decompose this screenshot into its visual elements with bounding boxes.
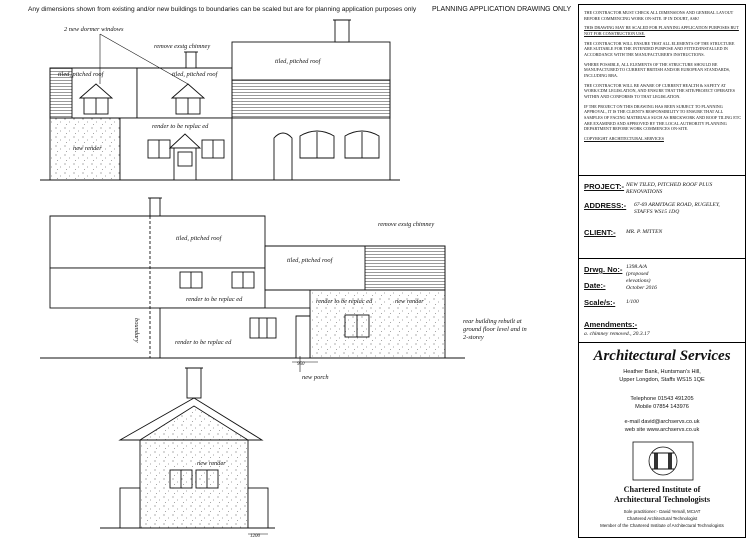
company-address-line: Heather Bank, Huntsman's Hill, <box>623 369 701 375</box>
annotation-remove-chimney: remove exstg chimney <box>154 43 211 50</box>
note: THE CONTRACTOR MUST CHECK ALL DIMENSIONS AND GENERAL LAYOUT BEFORE COMMENCING WORK ON-SITE. IF IN DOUBT, ASK! <box>584 10 734 21</box>
dimension-label: 950 <box>297 362 305 367</box>
membership-text: Member of the Chartered Institute of Architectural Technologists <box>600 523 724 528</box>
institute-name: Chartered Institute of <box>623 485 701 494</box>
disclaimer-text: Any dimensions shown from existing and/or new buildings to boundaries can be scaled but are for planning application purposes only <box>28 6 417 13</box>
drawing-number-label: Drwg. No:- <box>584 265 623 274</box>
amendments-value: a. chimney removed., 20.3.17 <box>584 331 650 337</box>
annotation-render-replaced: render to be replac ed <box>152 123 209 130</box>
annotation-new-render: new render <box>395 298 424 305</box>
drawing-status: PLANNING APPLICATION DRAWING ONLY <box>432 6 572 13</box>
company-email: e-mail david@archservs.co.uk <box>624 419 700 425</box>
client-label: CLIENT:- <box>584 228 616 237</box>
annotation-new-render: new render <box>73 145 102 152</box>
company-telephone: Telephone 01543 491205 <box>630 396 694 402</box>
project-label: PROJECT:- <box>584 182 625 191</box>
annotation-new-porch: new porch <box>302 374 329 381</box>
company-name: Architectural Services <box>593 348 731 364</box>
divider <box>578 175 746 176</box>
note: THIS DRAWING MAY BE SCALED FOR PLANNING APPLICATION PURPOSES BUT NOT FOR CONSTRUCTION USE. <box>584 25 739 37</box>
date-label: Date:- <box>584 281 606 290</box>
annotation-rear-note: 2-storey <box>463 334 484 341</box>
company-mobile: Mobile 07854 143976 <box>635 404 689 410</box>
contractor-notes <box>584 10 742 146</box>
annotation-new-render: new render <box>197 460 226 467</box>
amendments-label: Amendments:- <box>584 320 638 329</box>
annotation-dormers: 2 new dormer windows <box>64 26 124 33</box>
company-website: web site www.archservs.co.uk <box>624 427 700 433</box>
annotation-tiled-roof: tiled, pitched roof <box>172 71 218 78</box>
annotation-render-replaced: render to be replac ed <box>186 296 243 303</box>
annotation-tiled-roof: tiled, pitched roof <box>58 71 104 78</box>
client-value: MR. P. MITTEN <box>626 229 663 235</box>
scale-value: 1/100 <box>626 299 639 305</box>
note: THE CONTRACTOR WILL ENSURE THAT ALL ELEMENTS OF THE STRUCTURE ARE SUITABLE FOR THE INTENDED PURPOSE AND FITTED/INSTALLED IN ACCORDANCE WITH THE MANUFACTURER'S INSTRUCTIONS. <box>584 40 735 58</box>
annotation-tiled-roof: tiled, pitched roof <box>275 58 321 65</box>
drawing-number-value: 1398.A/A <box>626 264 647 270</box>
institute-crest-icon <box>632 441 694 481</box>
note: COPYRIGHT ARCHITECTURAL SERVICES <box>584 136 664 142</box>
institute-name: Architectural Technologists <box>613 495 711 504</box>
date-value: October 2016 <box>626 285 657 291</box>
annotation-tiled-roof: tiled, pitched roof <box>287 257 333 264</box>
note: THE CONTRACTOR WILL BE AWARE OF CURRENT HEALTH & SAFETY AT WORK/CDM LEGISLATION, AND ENSURE THAT THE SITE/PROJECT OPERATES WITHIN AND CONFORMS TO THAT LEGISLATION. <box>584 82 735 100</box>
annotation-render-replaced: render to be replac ed <box>316 298 373 305</box>
annotation-boundary: boundary <box>133 318 140 343</box>
company-address-line: Upper Longdon, Staffs WS15 1QE <box>619 377 705 383</box>
practitioner-text: Sole practitioner:- David Yemall, MCIAT <box>623 509 701 514</box>
dimension-label: 1200 <box>250 534 260 539</box>
project-value: NEW TILED, PITCHED ROOF PLUS RENOVATIONS <box>626 182 713 196</box>
front-elevation <box>40 20 400 180</box>
divider <box>578 258 746 259</box>
address-value: 67-69 ARMITAGE ROAD, RUGELEY, STAFFS WS15 1DQ <box>634 202 720 216</box>
note: IF THE PROJECT ON THIS DRAWING HAS BEEN SUBJECT TO PLANNING APPROVAL, IT IS THE CLIENT'S RESPONSIBILITY TO ENSURE THAT ALL SAMPLES OF FACING MATERIALS SUCH AS BRICKWORK AND ROOF TILING ETC ARE EXAMINED AND APPROVED BY THE LOCAL AUTHORITY PLANNING DEPARTMENT BEFORE WORK COMMENCES ON-SITE. <box>584 103 742 132</box>
drawing-number-note: (proposed elevations) <box>626 271 651 285</box>
divider <box>578 342 746 343</box>
practitioner-role: Chartered Architectural Technologist <box>626 516 698 521</box>
side-elevation <box>100 368 275 534</box>
annotation-render-replaced: render to be replac ed <box>175 339 232 346</box>
annotation-remove-chimney: remove exstg chimney <box>378 221 435 228</box>
annotation-tiled-roof: tiled, pitched roof <box>176 235 222 242</box>
scale-label: Scale/s:- <box>584 298 616 307</box>
annotation-rear-note: rear building rebuilt at <box>463 318 522 325</box>
note: WHERE POSSIBLE, ALL ELEMENTS OF THE STRUCTURE SHOULD BE MANUFACTURED TO CURRENT BRITISH AND/OR EUROPEAN STANDARDS, INCLUDING BBA. <box>584 61 731 79</box>
annotation-rear-note: ground floor level and in <box>463 326 527 333</box>
address-label: ADDRESS:- <box>584 201 627 210</box>
